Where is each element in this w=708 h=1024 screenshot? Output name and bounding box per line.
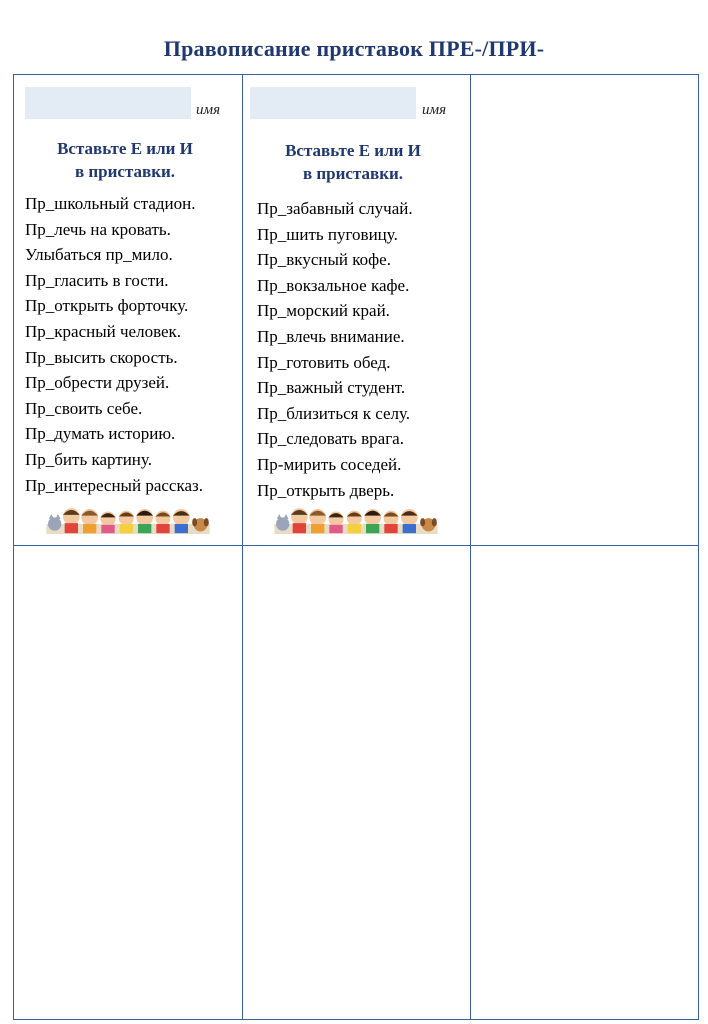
- cat-icon: [276, 514, 289, 531]
- exercise-list: [25, 191, 203, 498]
- exercise-item: Пр_лечь на кровать.: [25, 219, 171, 239]
- instruction-line-2: в приставки.: [302, 164, 404, 183]
- grid-divider-vertical-2: [470, 75, 471, 1019]
- children-illustration: [30, 504, 226, 534]
- exercise-item: Пр_вкусный кофе.: [257, 250, 391, 270]
- instruction-line-2: в приставки.: [74, 162, 176, 181]
- exercise-item: Пр_морский край.: [257, 301, 390, 321]
- exercise-item: Улыбаться пр_мило.: [25, 245, 173, 265]
- exercise-item: Пр_школьный стадион.: [25, 194, 196, 213]
- page-title: Правописание приставок ПРЕ-/ПРИ-: [163, 36, 545, 61]
- exercise-item: Пр_своить себе.: [25, 398, 143, 418]
- name-label: имя: [422, 102, 447, 118]
- exercise-item: Пр_бить картину.: [25, 449, 152, 469]
- grid-divider-vertical-1: [242, 75, 243, 1019]
- name-input-box[interactable]: [25, 87, 191, 119]
- instruction-heading: [248, 139, 458, 185]
- exercise-list: [257, 196, 413, 503]
- exercise-item: Пр_забавный случай.: [257, 199, 413, 218]
- exercise-item: Пр_высить скорость.: [25, 347, 178, 367]
- children-illustration: [258, 504, 454, 534]
- exercise-item: Пр_влечь внимание.: [257, 326, 405, 346]
- exercise-item: Пр_вокзальное кафе.: [257, 275, 410, 295]
- name-label: имя: [196, 102, 221, 118]
- exercise-item: Пр_красный человек.: [25, 321, 182, 341]
- exercise-item: Пр_важный студент.: [257, 378, 406, 398]
- instruction-line-1: Вставьте Е или И: [285, 141, 421, 160]
- exercise-item: Пр_открыть дверь.: [257, 480, 395, 500]
- exercise-item: Пр-мирить соседей.: [257, 454, 402, 474]
- exercise-item: Пр_гласить в гости.: [25, 270, 169, 290]
- exercise-item: Пр_открыть форточку.: [25, 296, 189, 316]
- cat-icon: [48, 514, 61, 531]
- exercise-item: Пр_обрести друзей.: [25, 373, 170, 393]
- name-input-box[interactable]: [250, 87, 416, 119]
- instruction-heading: [20, 137, 230, 183]
- grid-divider-horizontal: [14, 545, 698, 546]
- exercise-item: Пр_думать историю.: [25, 424, 176, 444]
- exercise-item: Пр_шить пуговицу.: [257, 224, 398, 244]
- instruction-line-1: Вставьте Е или И: [57, 139, 193, 158]
- exercise-item: Пр_интересный рассказ.: [25, 475, 203, 495]
- exercise-item: Пр_близиться к селу.: [257, 403, 411, 423]
- exercise-item: Пр_следовать врага.: [257, 429, 404, 449]
- exercise-item: Пр_готовить обед.: [257, 352, 391, 372]
